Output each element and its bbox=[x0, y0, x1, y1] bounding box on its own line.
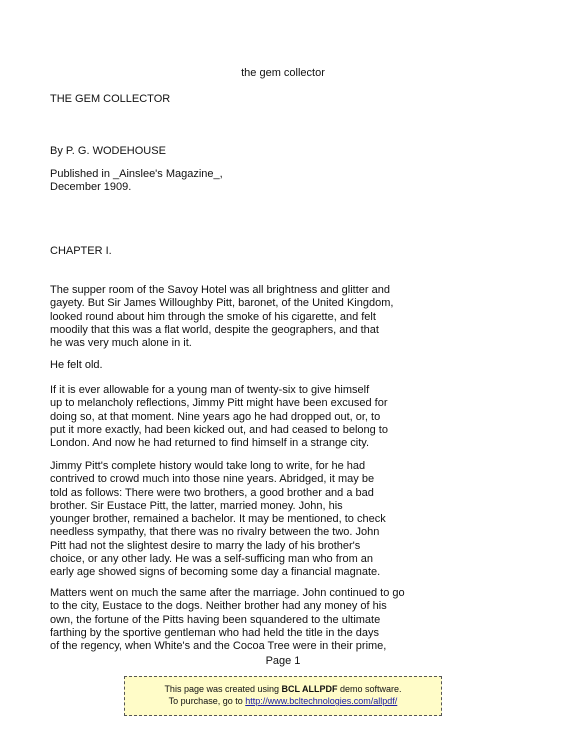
text-line: Pitt had not the slightest desire to marry the lady of his brother's bbox=[50, 539, 361, 552]
banner-suffix: demo software. bbox=[337, 684, 402, 694]
text-line: he was very much alone in it. bbox=[50, 337, 192, 350]
text-line: contrived to crowd much into those nine years. Abridged, it may be bbox=[50, 473, 375, 486]
document-title bbox=[50, 93, 520, 106]
paragraph-1 bbox=[50, 284, 520, 350]
text-line: The supper room of the Savoy Hotel was all brightness and glitter and bbox=[50, 284, 390, 296]
text-line: up to melancholy reflections, Jimmy Pitt might have been excused for bbox=[50, 397, 388, 410]
text-line: Jimmy Pitt's complete history would take long to write, for he had bbox=[50, 460, 366, 472]
purchase-prefix: To purchase, go to bbox=[168, 696, 246, 706]
text-line: gayety. But Sir James Willoughby Pitt, baronet, of the United Kingdom, bbox=[50, 297, 394, 310]
demo-banner bbox=[124, 676, 442, 716]
byline-line: By P. G. WODEHOUSE bbox=[50, 145, 166, 157]
chapter-line: CHAPTER I. bbox=[50, 245, 112, 257]
paragraph-4 bbox=[50, 460, 520, 580]
text-line: London. And now he had returned to find himself in a strange city. bbox=[50, 437, 369, 450]
text-line: brother. Sir Eustace Pitt, the latter, married money. John, his bbox=[50, 499, 343, 512]
page-number: Page 1 bbox=[265, 655, 301, 667]
publication-line: December 1909. bbox=[50, 181, 132, 194]
text-line: told as follows: There were two brothers, a good brother and a bad bbox=[50, 486, 374, 499]
text-line: moodily that this was a flat world, despite the geographers, and that bbox=[50, 323, 379, 336]
text-line: choice, or any other lady. He was a self-sufficing man who from an bbox=[50, 553, 374, 566]
byline bbox=[50, 145, 520, 158]
banner-prefix: This page was created using bbox=[164, 684, 282, 694]
chapter-heading bbox=[50, 245, 520, 258]
text-line: younger brother, remained a bachelor. It may be mentioned, to check bbox=[50, 513, 386, 526]
publication-line: Published in _Ainslee's Magazine_, bbox=[50, 168, 223, 180]
text-line: farthing by the sportive gentleman who had held the title in the days bbox=[50, 626, 379, 639]
banner-line bbox=[125, 683, 441, 695]
text-line: He felt old. bbox=[50, 359, 103, 371]
text-line: needless sympathy, that there was no rivalry between the two. John bbox=[50, 526, 380, 539]
purchase-line bbox=[125, 695, 441, 707]
purchase-link[interactable]: http://www.bcltechnologies.com/allpdf/ bbox=[245, 696, 398, 706]
banner-product: BCL ALLPDF bbox=[281, 684, 338, 694]
paragraph-5 bbox=[50, 587, 520, 653]
text-line: doing so, at that moment. Nine years ago he had dropped out, or, to bbox=[50, 410, 381, 423]
publication-info bbox=[50, 168, 520, 195]
running-header: the gem collector bbox=[241, 67, 325, 79]
text-line: put it more exactly, had been kicked out, and had ceased to belong to bbox=[50, 423, 388, 436]
text-line: looked round about him through the smoke of his cigarette, and felt bbox=[50, 310, 376, 323]
text-line: of the regency, when White's and the Cocoa Tree were in their prime, bbox=[50, 640, 387, 653]
paragraph-2 bbox=[50, 359, 520, 372]
title-line: THE GEM COLLECTOR bbox=[50, 93, 171, 105]
text-line: Matters went on much the same after the marriage. John continued to go bbox=[50, 587, 405, 599]
text-line: to the city, Eustace to the dogs. Neither brother had any money of his bbox=[50, 600, 387, 613]
paragraph-3 bbox=[50, 384, 520, 450]
text-line: own, the fortune of the Pitts having been squandered to the ultimate bbox=[50, 613, 381, 626]
text-line: If it is ever allowable for a young man of twenty-six to give himself bbox=[50, 384, 370, 396]
text-line: early age showed signs of becoming some day a financial magnate. bbox=[50, 566, 381, 579]
